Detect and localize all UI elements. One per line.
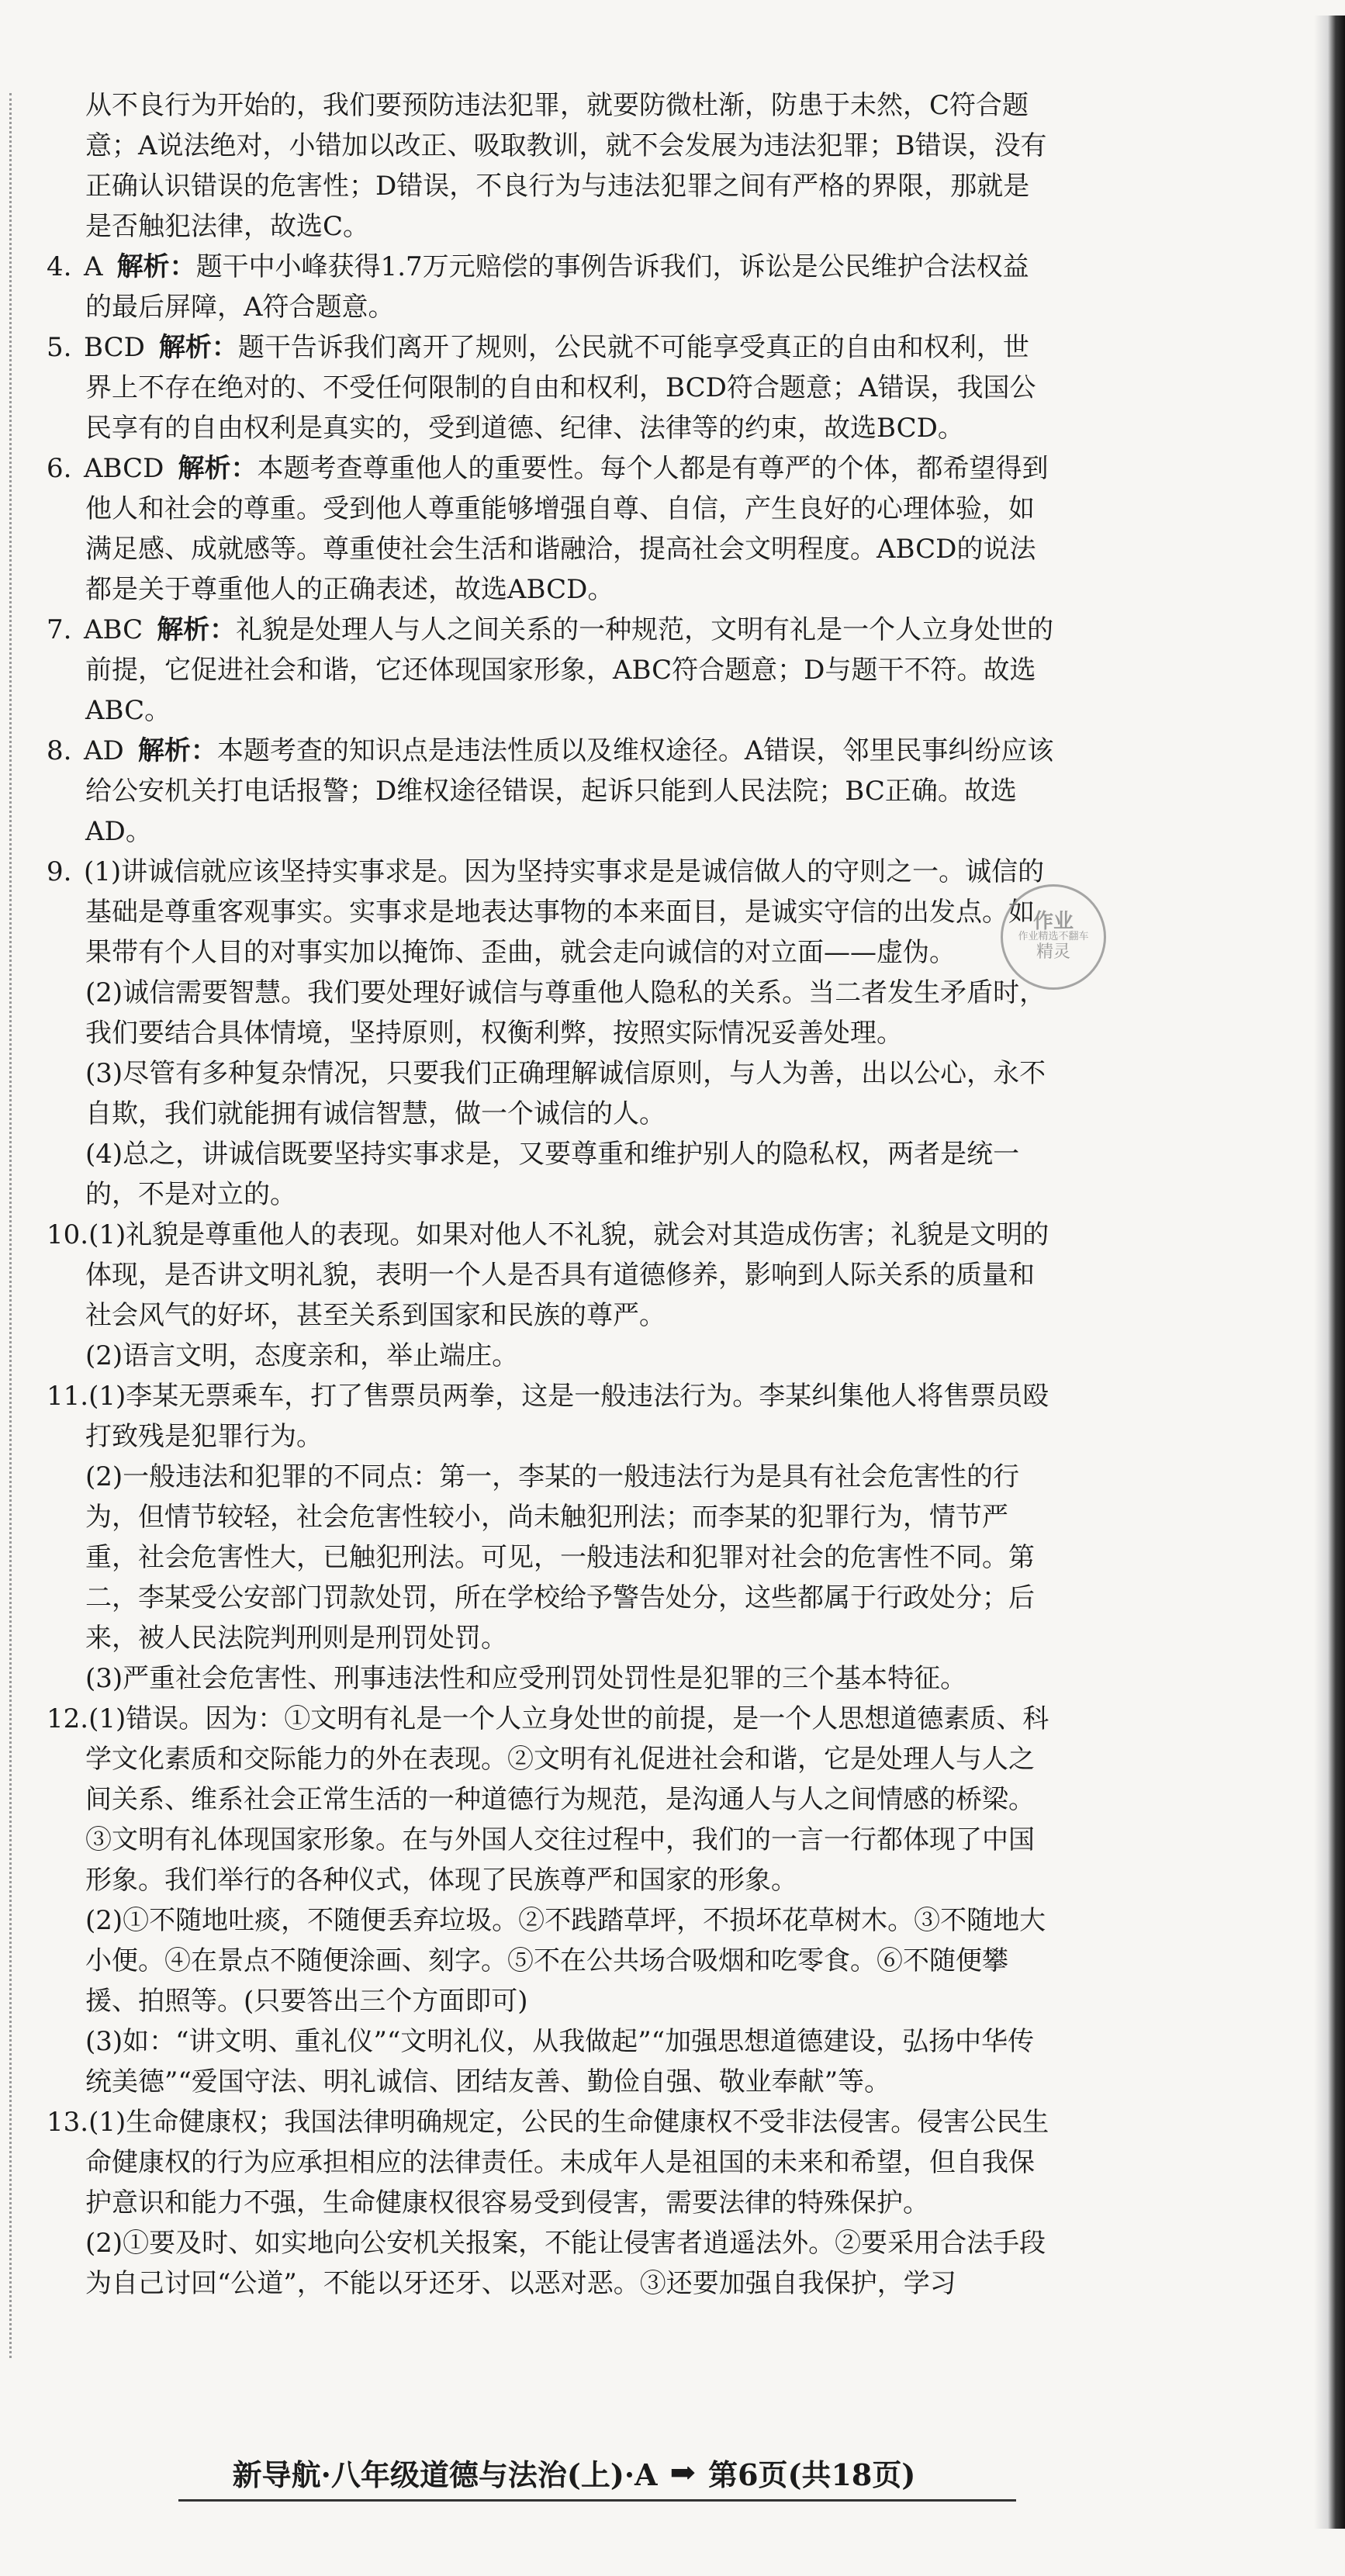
question-4 [47,247,1055,327]
question-5 [47,327,1055,448]
analysis-label: 解析： [116,251,196,282]
question-8 [47,731,1055,852]
question-11 [47,1376,1055,1699]
arrow-right-icon: ➡ [669,2453,697,2491]
part-text: (1)李某无票乘车，打了售票员两拳，这是一般违法行为。李某纠集他人将售票员殴打致残是犯罪行为。 [85,1381,1049,1452]
analysis-text: 题干中小峰获得1.7万元赔偿的事例告诉我们，诉讼是公民维护合法权益的最后屏障，A符合题意。 [85,251,1029,323]
q12-part-2: (2)①不随地吐痰，不随便丢弃垃圾。②不践踏草坪，不损坏花草树木。③不随地大小便。④在景点不随便涂画、刻字。⑤不在公共场合吸烟和吃零食。⑥不随便攀援、拍照等。(只要答出三个方面即可) [85,1905,1046,2017]
q13-part-1 [47,2102,1055,2223]
q12-part-1 [47,1699,1055,1900]
analysis-label: 解析： [157,614,237,645]
q9-part-1 [47,852,1055,973]
q10-part-2: (2)语言文明，态度亲和，举止端庄。 [85,1340,519,1371]
analysis-text: 礼貌是处理人与人之间关系的一种规范，文明有礼是一个人立身处世的前提，它促进社会和谐，它还体现国家形象，ABC符合题意；D与题干不符。故选ABC。 [85,614,1054,726]
watermark-stamp [1001,884,1106,990]
analysis-text: 本题考查尊重他人的重要性。每个人都是有尊严的个体，都希望得到他人和社会的尊重。受到他人尊重能够增强自尊、自信，产生良好的心理体验，如满足感、成就感等。尊重使社会生活和谐融洽，提高社会文明程度。ABCD的说法都是关于尊重他人的正确表述，故选ABCD。 [85,453,1049,605]
question-number: 9. [47,856,72,887]
q11-part-2: (2)一般违法和犯罪的不同点：第一，李某的一般违法行为是具有社会危害性的行为，但情节较轻，社会危害性较小，尚未触犯刑法；而李某的犯罪行为，情节严重，社会危害性大，已触犯刑法。可见，一般违法和犯罪对社会的危害性不同。第二，李某受公安部门罚款处罚，所在学校给予警告处分，这些都属于行政处分；后来，被人民法院判刑则是刑罚处罚。 [85,1461,1035,1654]
q11-part-3: (3)严重社会危害性、刑事违法性和应受刑罚处罚性是犯罪的三个基本特征。 [85,1663,967,1694]
question-number: 8. [47,735,72,766]
series-title: 新导航·八年级道德与法治(上)·A [232,2457,658,2492]
binding-dotted-line [9,93,12,2358]
q13-part-2: (2)①要及时、如实地向公安机关报案，不能让侵害者逍遥法外。②要采用合法手段为自己讨回“公道”，不能以牙还牙、以恶对恶。③还要加强自我保护，学习 [85,2228,1046,2299]
question-number: 5. [47,332,72,363]
stamp-bottom: 精灵 [1036,942,1070,962]
q9-part-2: (2)诚信需要智慧。我们要处理好诚信与尊重他人隐私的关系。当二者发生矛盾时，我们要结合具体情境，坚持原则，权衡利弊，按照实际情况妥善处理。 [85,977,1046,1049]
page-footer [132,2445,1016,2499]
stamp-subtitle: 作业精选不翻车 [1018,931,1089,942]
question-number: 12. [47,1703,89,1734]
question-9 [47,852,1055,1215]
q10-part-1 [47,1215,1055,1336]
q3-continuation [47,85,1055,247]
answer-content [47,85,1055,2304]
question-10 [47,1215,1055,1376]
question-number: 11. [47,1381,89,1412]
question-6 [47,448,1055,610]
analysis-text: 题干告诉我们离开了规则，公民就不可能享受真正的自由和权利，世界上不存在绝对的、不受任何限制的自由和权利，BCD符合题意；A错误，我国公民享有的自由权利是真实的，受到道德、纪律、法律等的约束，故选BCD。 [85,332,1036,444]
analysis-label: 解析： [137,735,217,766]
question-number: 4. [47,251,72,282]
answer-choice: AD [84,735,124,766]
q3-line-4: 是否触犯法律，故选C。 [85,211,370,242]
q11-part-1 [47,1376,1055,1457]
question-number: 10. [47,1219,89,1250]
q3-line-3: 正确认识错误的危害性；D错误，不良行为与违法犯罪之间有严格的界限，那就是 [85,171,1030,202]
part-text: (1)讲诚信就应该坚持实事求是。因为坚持实事求是是诚信做人的守则之一。诚信的基础是尊重客观事实。实事求是地表达事物的本来面目，是诚实守信的出发点。如果带有个人目的对事实加以掩饰、歪曲，就会走向诚信的对立面——虚伪。 [84,856,1045,968]
question-number: 7. [47,614,72,645]
q12-part-3: (3)如：“讲文明、重礼仪”“文明礼仪，从我做起”“加强思想道德建设，弘扬中华传统美德”“爱国守法、明礼诚信、团结友善、勤俭自强、敬业奉献”等。 [85,2026,1035,2097]
answer-choice: BCD [84,332,145,363]
analysis-text: 本题考查的知识点是违法性质以及维权途径。A错误，邻里民事纠纷应该给公安机关打电话报警；D维权途径错误，起诉只能到人民法院；BC正确。故选AD。 [85,735,1054,847]
answer-choice: ABC [84,614,143,645]
part-text: (1)生命健康权；我国法律明确规定，公民的生命健康权不受非法侵害。侵害公民生命健康权的行为应承担相应的法律责任。未成年人是祖国的未来和希望，但自我保护意识和能力不强，生命健康权很容易受到侵害，需要法律的特殊保护。 [85,2107,1049,2218]
analysis-label: 解析： [178,453,258,484]
q9-part-3: (3)尽管有多种复杂情况，只要我们正确理解诚信原则，与人为善，出以公心，永不自欺，我们就能拥有诚信智慧，做一个诚信的人。 [85,1058,1046,1129]
page-number: 第6页(共18页) [708,2457,916,2492]
question-12 [47,1699,1055,2102]
analysis-label: 解析： [158,332,238,363]
question-number: 6. [47,453,72,484]
scan-edge-shadow [1314,16,1345,2529]
part-text: (1)错误。因为：①文明有礼是一个人立身处世的前提，是一个人思想道德素质、科学文化素质和交际能力的外在表现。②文明有礼促进社会和谐，它是处理人与人之间关系、维系社会正常生活的一种道德行为规范，是沟通人与人之间情感的桥梁。③文明有礼体现国家形象。在与外国人交往过程中，我们的一言一行都体现了中国形象。我们举行的各种仪式，体现了民族尊严和国家的形象。 [85,1703,1049,1896]
stamp-title: 作业 [1032,910,1074,933]
question-number: 13. [47,2107,89,2138]
q3-line-2: 意；A说法绝对，小错加以改正、吸取教训，就不会发展为违法犯罪；B错误，没有 [85,130,1047,161]
footer-underline [178,2499,1016,2502]
q3-line-1: 从不良行为开始的，我们要预防违法犯罪，就要防微杜渐，防患于未然，C符合题 [85,90,1029,121]
part-text: (1)礼貌是尊重他人的表现。如果对他人不礼貌，就会对其造成伤害；礼貌是文明的体现，是否讲文明礼貌，表明一个人是否具有道德修养，影响到人际关系的质量和社会风气的好坏，甚至关系到国家和民族的尊严。 [85,1219,1049,1331]
answer-choice: ABCD [84,453,164,484]
question-7 [47,610,1055,731]
answer-choice: A [84,251,103,282]
question-13 [47,2102,1055,2304]
q9-part-4: (4)总之，讲诚信既要坚持实事求是，又要尊重和维护别人的隐私权，两者是统一的，不是对立的。 [85,1139,1020,1210]
